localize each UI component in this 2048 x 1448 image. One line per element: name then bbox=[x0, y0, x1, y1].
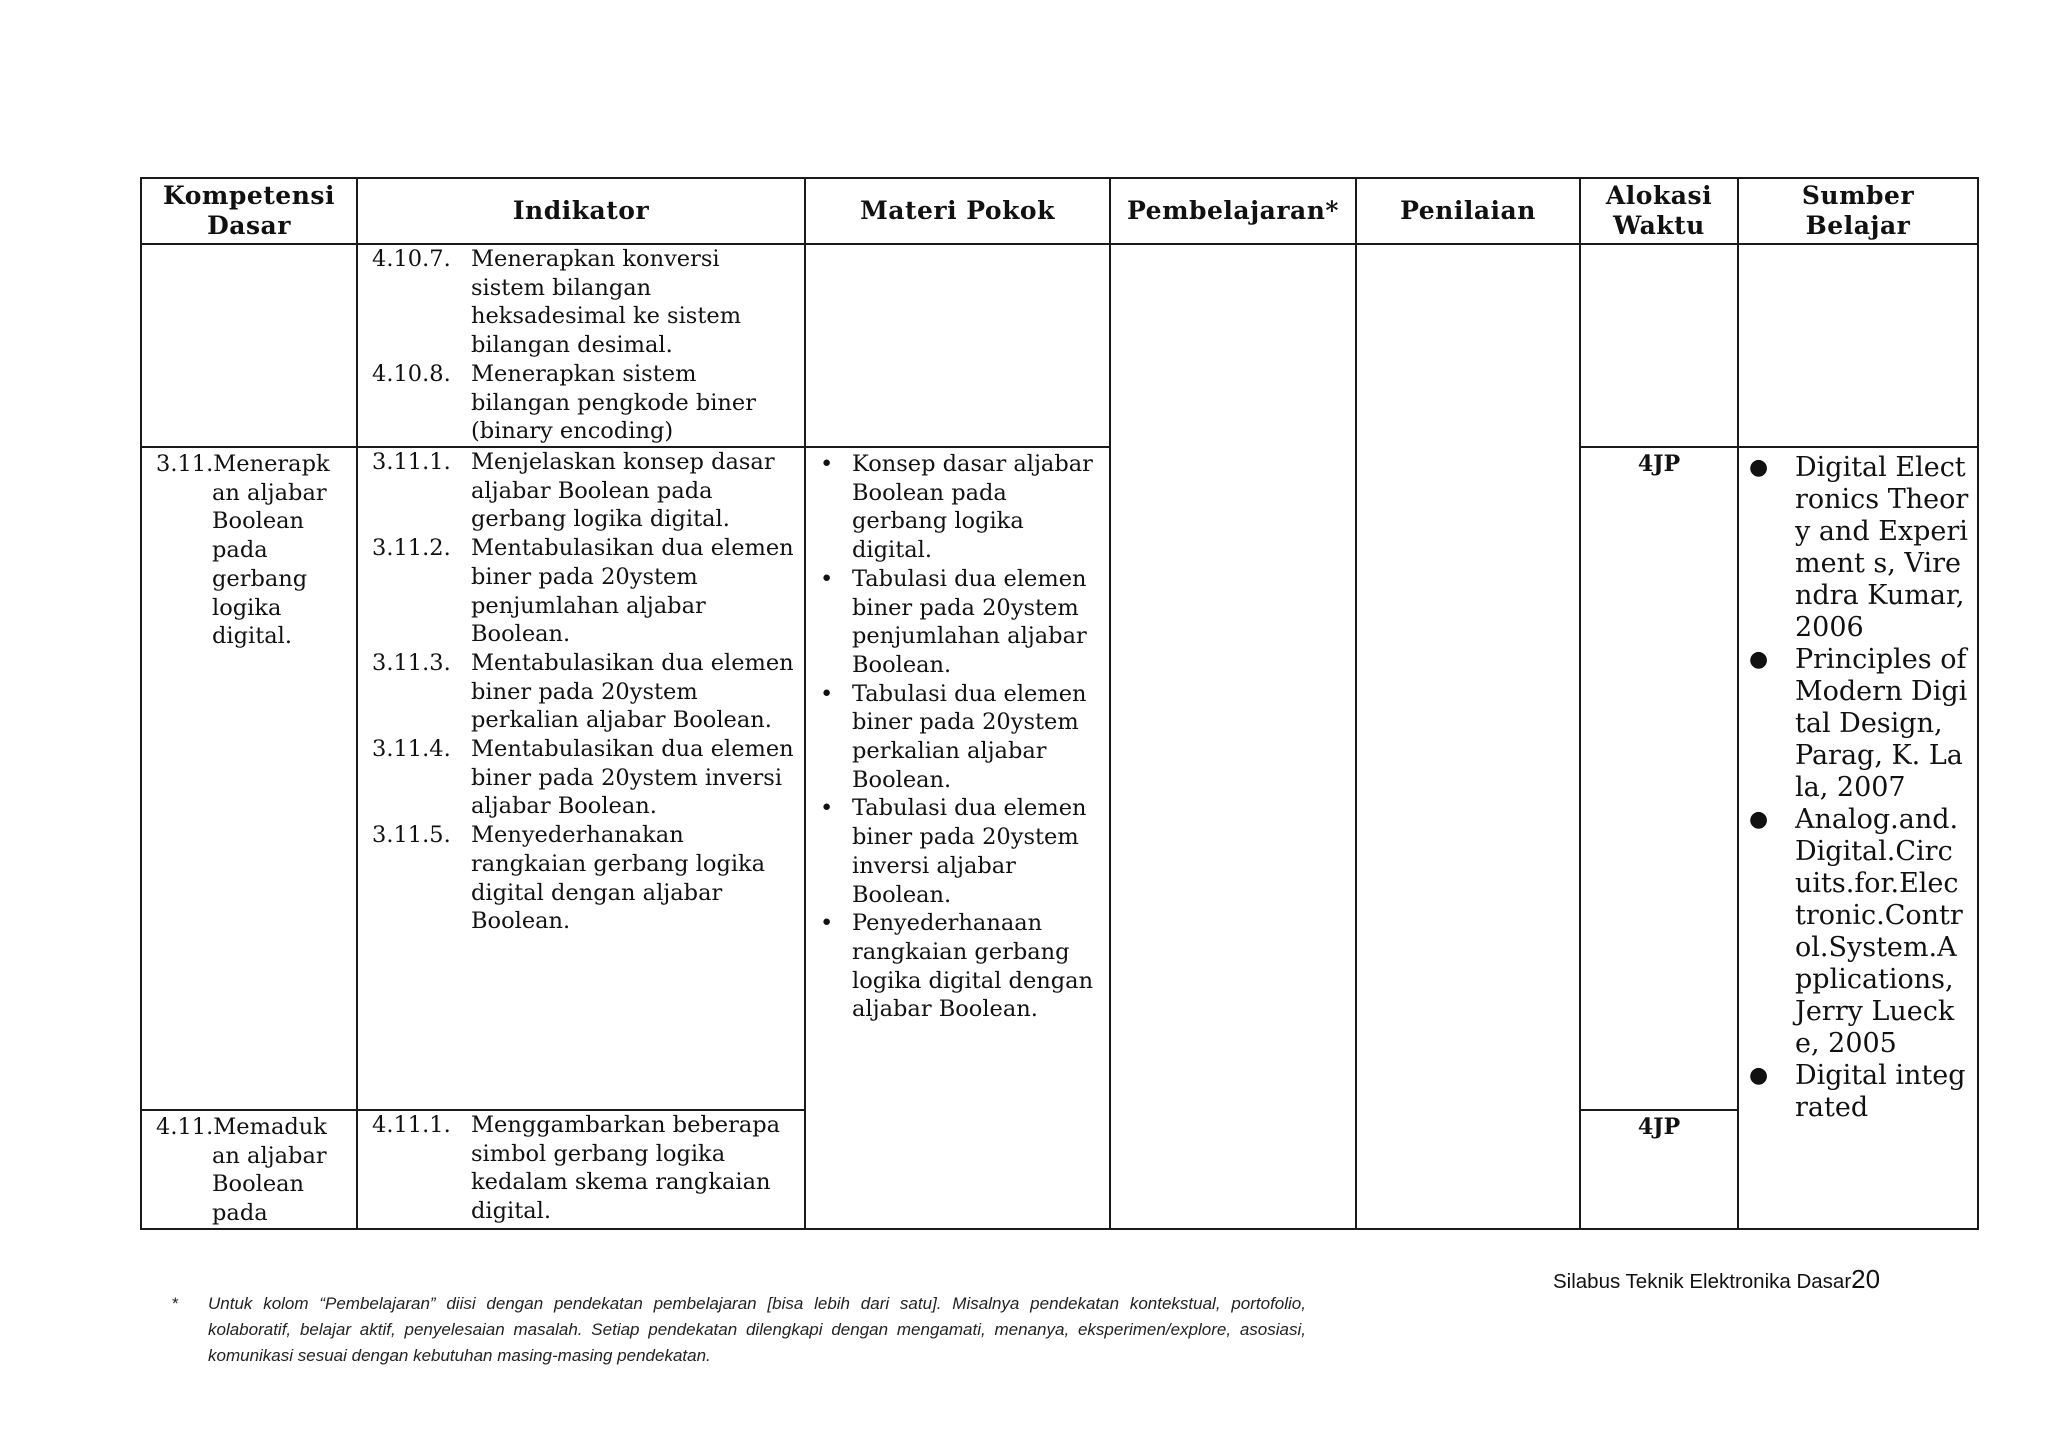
footnote bbox=[172, 1291, 1306, 1369]
materi-item: • Konsep dasar aljabar Boolean pada gerbang logika digital. bbox=[820, 451, 1093, 564]
footnote-text: Untuk kolom “Pembelajaran” diisi dengan pendekatan pembelajaran [bisa lebih dari satu]. Misalnya pendekatan kontekstual, portofolio, kolaboratif, belajar aktif, penyelesaian masalah. Setiap pendekatan dilengkapi dengan mengamati, menanya, eksperimen/explore, asosiasi, komunikasi sesuai dengan kebutuhan masing-masing pendekatan. bbox=[208, 1294, 1306, 1365]
alokasi-cell-empty bbox=[1580, 244, 1738, 447]
header-kompetensi-dasar: Kompetensi Dasar bbox=[141, 178, 357, 244]
materi-item: • Penyederhanaan rangkaian gerbang logika digital dengan aljabar Boolean. bbox=[820, 910, 1094, 1023]
footnote-star: * bbox=[172, 1294, 179, 1313]
indikator-item: 3.11.4. Mentabulasikan dua elemen biner pada 20ystem inversi aljabar Boolean. bbox=[372, 736, 794, 820]
materi-item: • Tabulasi dua elemen biner pada 20ystem perkalian aljabar Boolean. bbox=[820, 680, 1087, 793]
sumber-item: ● Digital integrated bbox=[1745, 1060, 1969, 1124]
bullet-icon: ● bbox=[1749, 455, 1769, 480]
bullet-icon: ● bbox=[1749, 647, 1769, 672]
header-materi-pokok: Materi Pokok bbox=[805, 178, 1110, 244]
bullet-icon: • bbox=[820, 565, 834, 592]
kd-cell: 4.11.Memaduk an aljabar Boolean pada bbox=[141, 1110, 357, 1229]
table-row bbox=[141, 447, 1978, 1110]
materi-cell bbox=[805, 447, 1110, 1229]
header-pembelajaran: Pembelajaran* bbox=[1110, 178, 1356, 244]
penilaian-cell bbox=[1356, 244, 1580, 1229]
header-penilaian: Penilaian bbox=[1356, 178, 1580, 244]
syllabus-table bbox=[140, 177, 1979, 1230]
indikator-item: 3.11.5. Menyederhanakan rangkaian gerbang logika digital dengan aljabar Boolean. bbox=[372, 822, 766, 935]
bullet-icon: ● bbox=[1749, 807, 1769, 832]
materi-item: • Tabulasi dua elemen biner pada 20ystem penjumlahan aljabar Boolean. bbox=[820, 565, 1087, 678]
kd-cell: 3.11.Menerapk an aljabar Boolean pada gerbang logika digital. bbox=[141, 447, 357, 1110]
sumber-cell bbox=[1738, 447, 1978, 1229]
sumber-item: ● Analog.and. Digital.Circ uits.for.Elec tronic.Contr ol.System.A pplications, Jerry Luecke, 2005 bbox=[1745, 804, 1969, 1060]
bullet-icon: ● bbox=[1749, 1063, 1769, 1088]
table-row bbox=[141, 244, 1978, 447]
page-number: 20 bbox=[1851, 1264, 1881, 1294]
alokasi-cell: 4JP bbox=[1580, 447, 1738, 1110]
sumber-cell-empty bbox=[1738, 244, 1978, 447]
indikator-cell bbox=[357, 244, 805, 447]
header-alokasi-waktu: Alokasi Waktu bbox=[1580, 178, 1738, 244]
bullet-icon: • bbox=[820, 795, 834, 822]
bullet-icon: • bbox=[820, 910, 834, 937]
indikator-item: 4.11.1. Menggambarkan beberapa simbol gerbang logika kedalam skema rangkaian digital. bbox=[372, 1112, 781, 1225]
alokasi-cell: 4JP bbox=[1580, 1110, 1738, 1229]
indikator-item: 4.10.8. Menerapkan sistem bilangan pengkode biner (binary encoding) bbox=[372, 360, 756, 445]
indikator-cell bbox=[357, 1110, 805, 1229]
indikator-cell bbox=[357, 447, 805, 1110]
bullet-icon: • bbox=[820, 680, 834, 707]
pembelajaran-cell bbox=[1110, 244, 1356, 1229]
header-row bbox=[141, 178, 1978, 244]
bullet-icon: • bbox=[820, 451, 834, 477]
indikator-item: 3.11.1. Menjelaskan konsep dasar aljabar Boolean pada gerbang logika digital. bbox=[372, 449, 775, 533]
materi-item: • Tabulasi dua elemen biner pada 20ystem inversi aljabar Boolean. bbox=[820, 795, 1087, 908]
indikator-item: 4.10.7. Menerapkan konversi sistem bilangan heksadesimal ke sistem bilangan desimal. bbox=[372, 246, 742, 359]
kd-cell-empty bbox=[141, 244, 357, 447]
sumber-item: ● Principles of Modern Digital Design, Parag, K. Lala, 2007 bbox=[1745, 644, 1969, 804]
materi-cell-empty bbox=[805, 244, 1110, 447]
indikator-item: 3.11.2. Mentabulasikan dua elemen biner pada 20ystem penjumlahan aljabar Boolean. bbox=[372, 535, 794, 648]
sumber-item: ● Digital Electronics Theory and Experiment s, Virendra Kumar, 2006 bbox=[1745, 452, 1969, 644]
footer-signature: Silabus Teknik Elektronika Dasar20 bbox=[1553, 1264, 1881, 1294]
header-sumber-belajar: Sumber Belajar bbox=[1738, 178, 1978, 244]
indikator-item: 3.11.3. Mentabulasikan dua elemen biner pada 20ystem perkalian aljabar Boolean. bbox=[372, 649, 794, 734]
header-indikator: Indikator bbox=[357, 178, 805, 244]
